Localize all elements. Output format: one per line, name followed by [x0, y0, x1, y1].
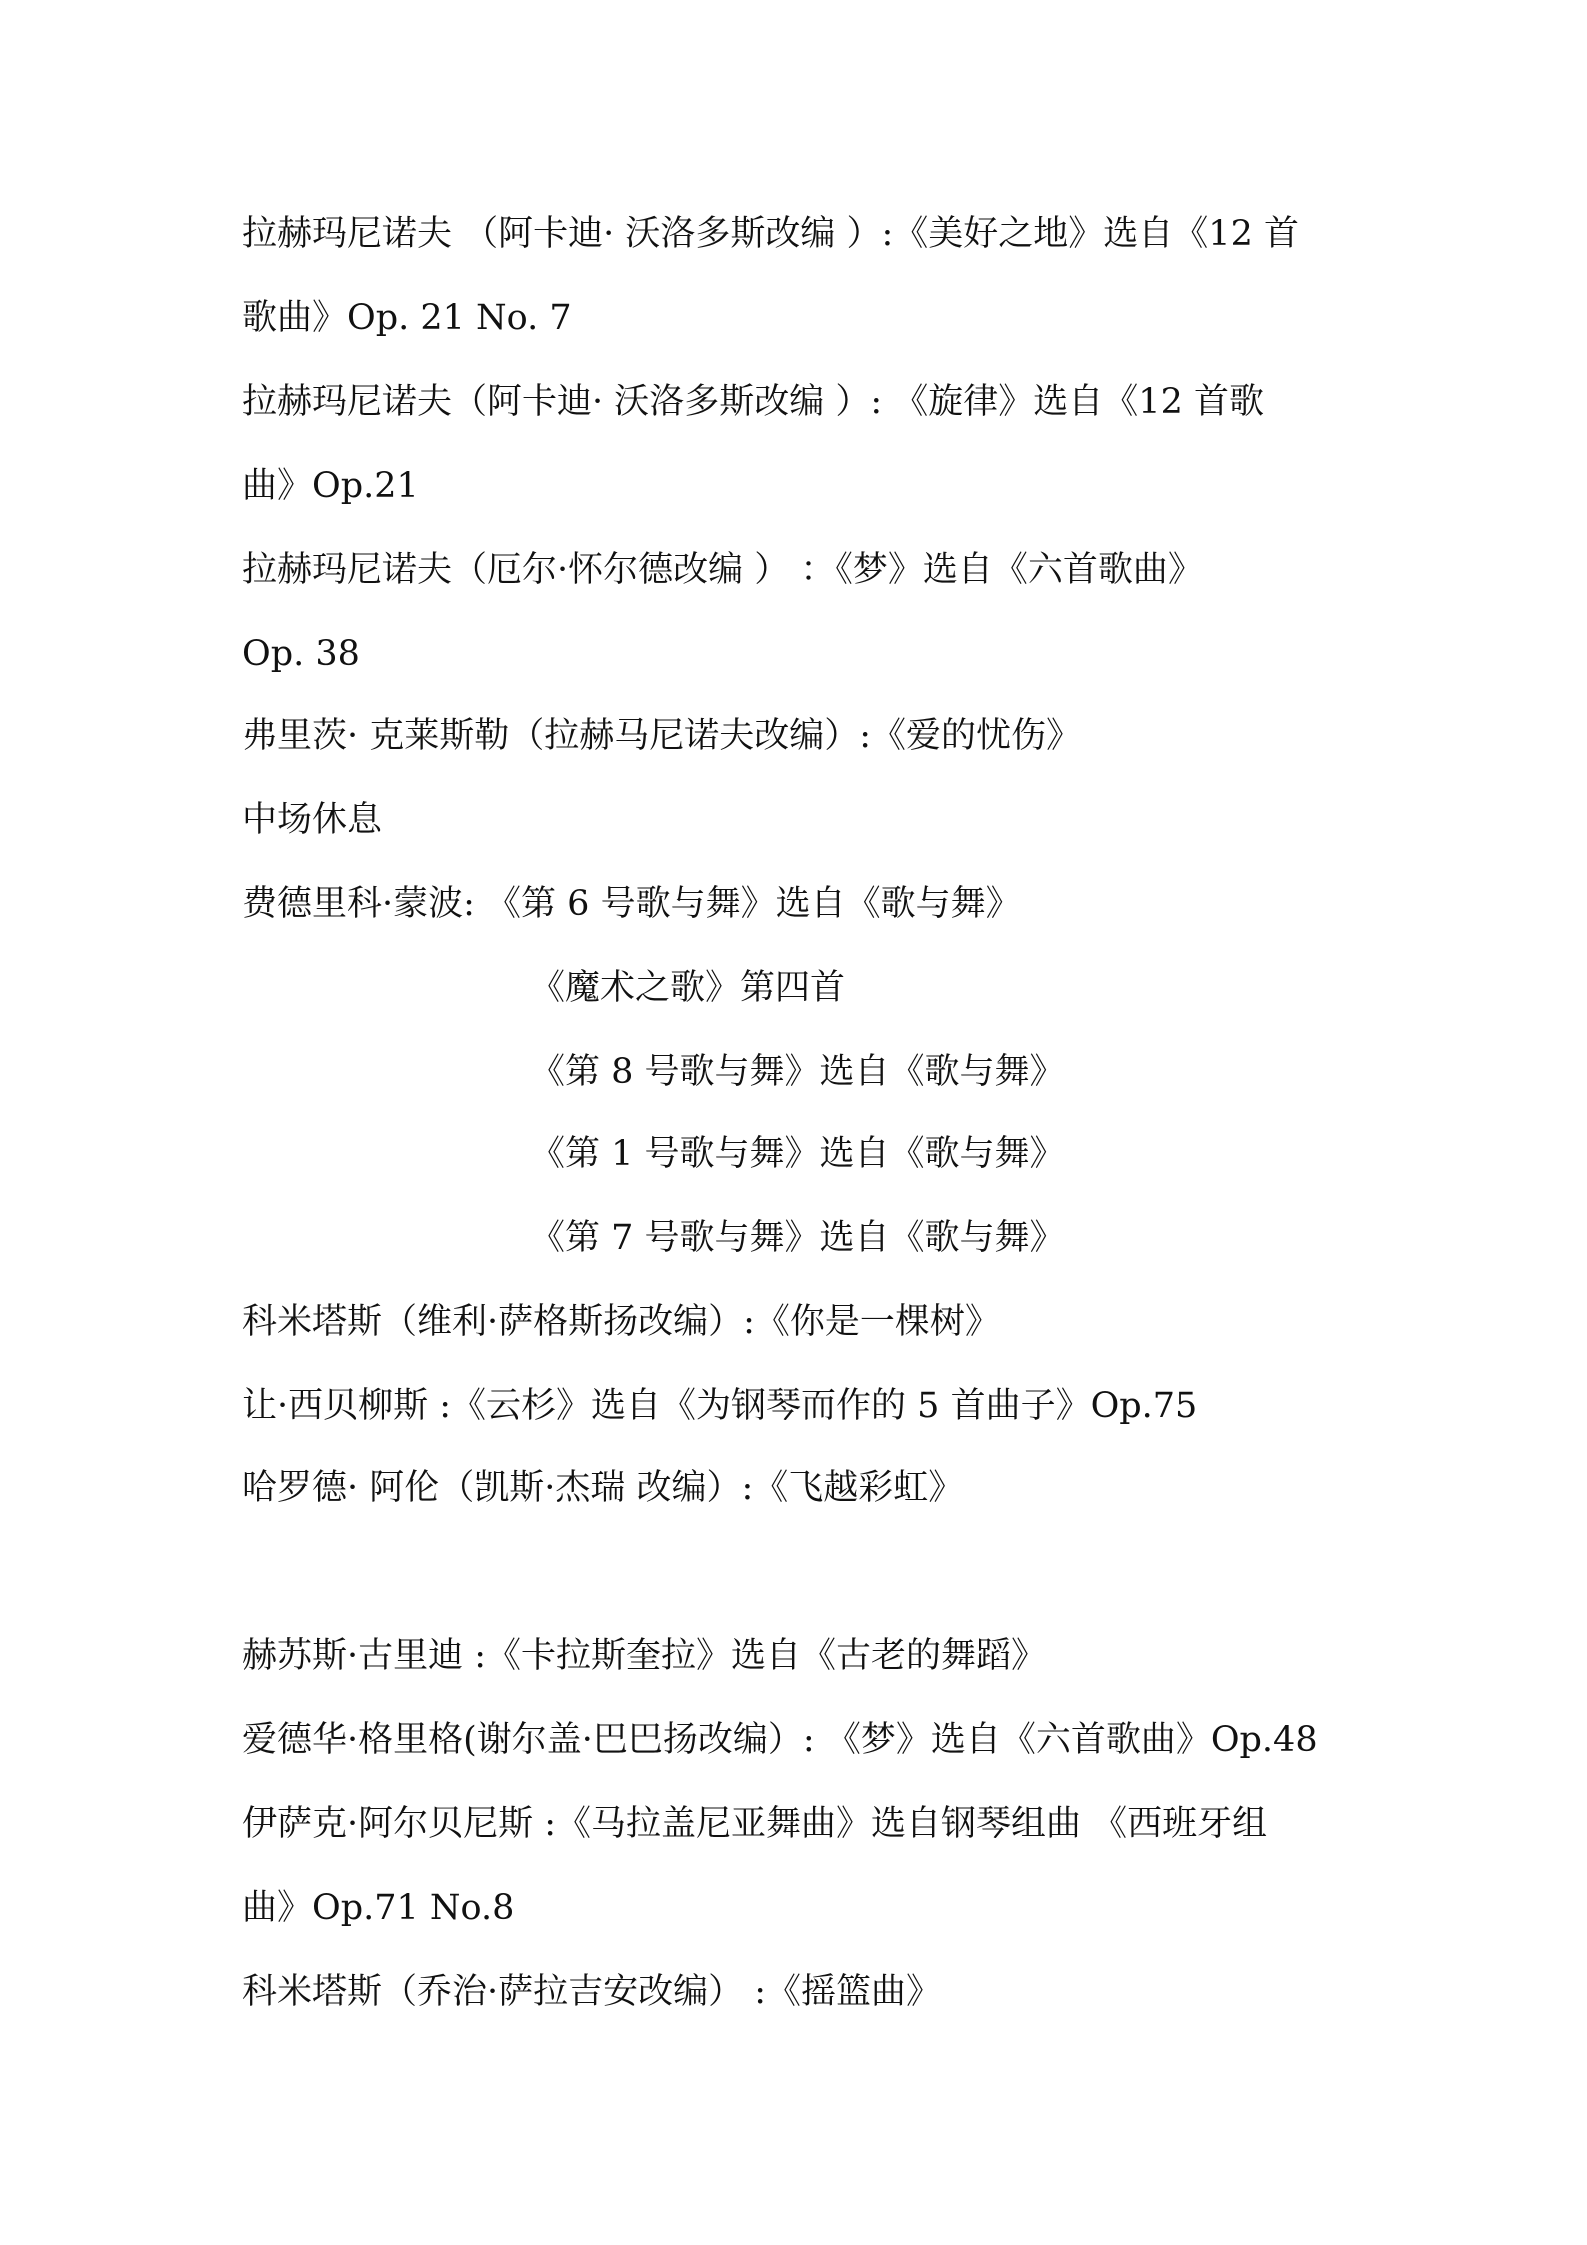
program-line: 《魔术之歌》第四首	[530, 968, 846, 1008]
program-line: 拉赫玛尼诺夫（厄尔·怀尔德改编 ） ：《梦》选自《六首歌曲》	[242, 550, 1203, 590]
program-line: 让·西贝柳斯 :《云杉》选自《为钢琴而作的 5 首曲子》Op.75	[242, 1386, 1198, 1426]
program-line: 歌曲》Op. 21 No. 7	[242, 298, 572, 338]
program-line: 《第 1 号歌与舞》选自《歌与舞》	[530, 1134, 1065, 1174]
program-line: 伊萨克·阿尔贝尼斯 :《马拉盖尼亚舞曲》选自钢琴组曲 《西班牙组	[242, 1804, 1268, 1844]
program-line: 《第 8 号歌与舞》选自《歌与舞》	[530, 1052, 1065, 1092]
program-line: 拉赫玛尼诺夫（阿卡迪· 沃洛多斯改编 ）: 《旋律》选自《12 首歌	[242, 382, 1264, 422]
program-line: 科米塔斯（乔治·萨拉吉安改编） :《摇篮曲》	[242, 1972, 942, 2012]
program-line: 曲》Op.21	[242, 466, 419, 506]
program-line: 科米塔斯（维利·萨格斯扬改编）:《你是一棵树》	[242, 1302, 1000, 1342]
program-line: 弗里茨· 克莱斯勒（拉赫马尼诺夫改编）:《爱的忧伤》	[242, 716, 1082, 756]
program-line: 哈罗德· 阿伦（凯斯·杰瑞 改编）:《飞越彩虹》	[242, 1468, 964, 1508]
program-line: Op. 38	[242, 634, 360, 674]
program-line: 中场休息	[242, 800, 383, 840]
program-line: 赫苏斯·古里迪 :《卡拉斯奎拉》选自《古老的舞蹈》	[242, 1636, 1047, 1676]
program-line: 《第 7 号歌与舞》选自《歌与舞》	[530, 1218, 1065, 1258]
program-line: 拉赫玛尼诺夫 （阿卡迪· 沃洛多斯改编 ）:《美好之地》选自《12 首	[242, 214, 1299, 254]
program-line: 爱德华·格里格(谢尔盖·巴巴扬改编）: 《梦》选自《六首歌曲》Op.48	[242, 1720, 1318, 1760]
program-line: 曲》Op.71 No.8	[242, 1888, 515, 1928]
program-line: 费德里科·蒙波: 《第 6 号歌与舞》选自《歌与舞》	[242, 884, 1021, 924]
